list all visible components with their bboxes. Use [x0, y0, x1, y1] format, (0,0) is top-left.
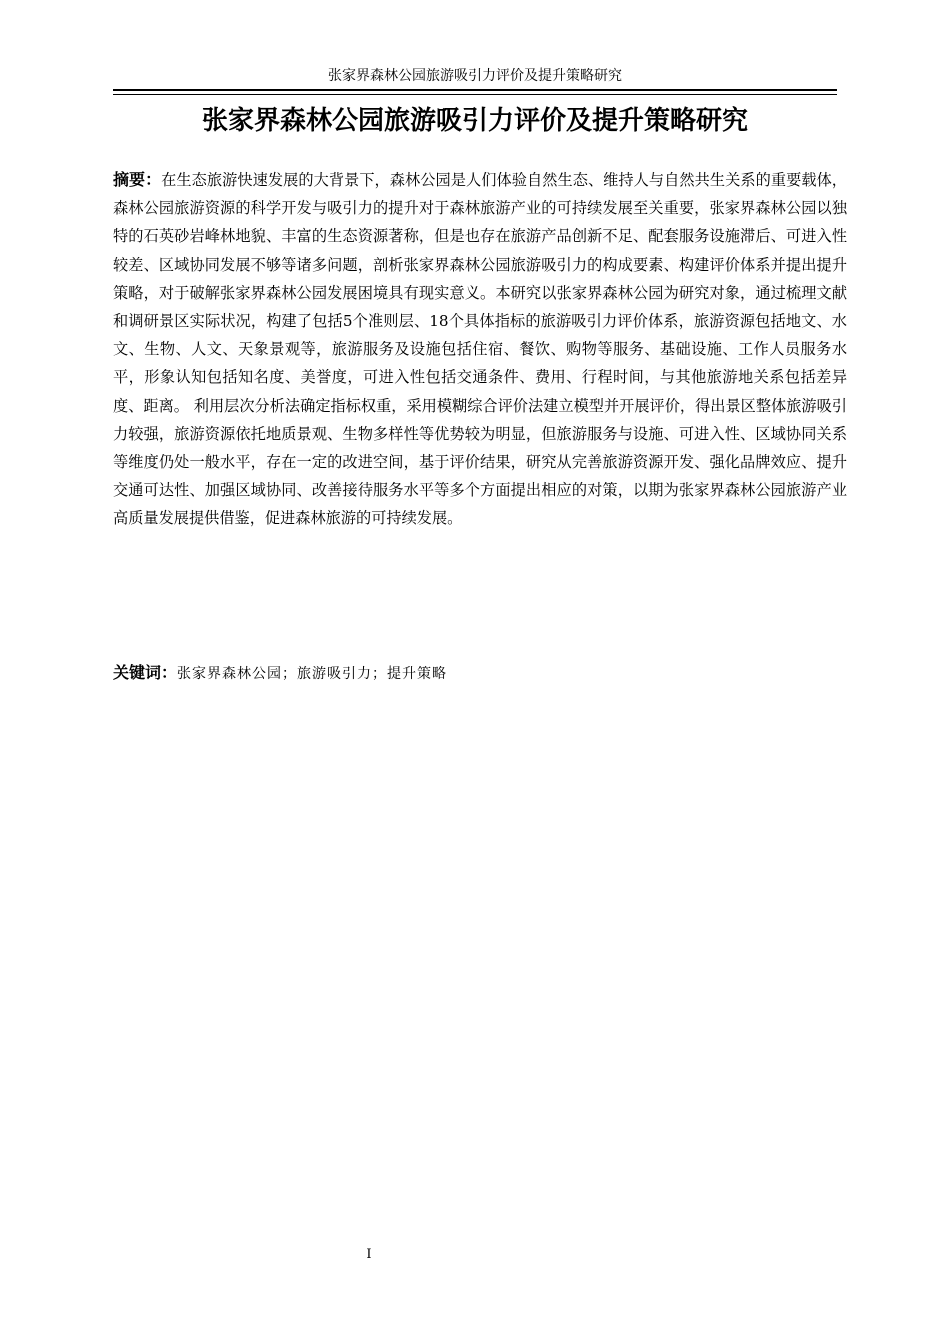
abstract-paragraph	[113, 166, 847, 533]
header-rule-thick	[113, 89, 837, 91]
keywords-label: 关键词：	[113, 663, 178, 682]
page-number: I	[366, 1247, 372, 1262]
abstract-label: 摘要：	[113, 170, 162, 189]
keywords-line	[113, 659, 837, 688]
keywords-text: 张家界森林公园；旅游吸引力；提升策略	[177, 666, 448, 682]
abstract-text: 在生态旅游快速发展的大背景下，森林公园是人们体验自然生态、维持人与自然共生关系的重要载体，森林公园旅游资源的科学开发与吸引力的提升对于森林旅游产业的可持续发展至关重要，张家界森林公园以独特的石英砂岩峰林地貌、丰富的生态资源著称，但是也存在旅游产品创新不足、配套服务设施滞后、可进入性较差、区域协同发展不够等诸多问题，剖析张家界森林公园旅游吸引力的构成要素、构建评价体系并提出提升策略，对于破解张家界森林公园发展困境具有现实意义。本研究以张家界森林公园为研究对象，通过梳理文献和调研景区实际状况，构建了包括5个准则层、18个具体指标的旅游吸引力评价体系，旅游资源包括地文、水文、生物、人文、天象景观等，旅游服务及设施包括住宿、餐饮、购物等服务、基础设施、工作人员服务水平，形象认知包括知名度、美誉度，可进入性包括交通条件、费用、行程时间，与其他旅游地关系包括差异度、距离。 利用层次分析法确定指标权重，采用模糊综合评价法建立模型并开展评价，得出景区整体旅游吸引力较强，旅游资源依托地质景观、生物多样性等优势较为明显，但旅游服务与设施、可进入性、区域协同关系等维度仍处一般水平，存在一定的改进空间，基于评价结果，研究从完善旅游资源开发、强化品牌效应、提升交通可达性、加强区域协同、改善接待服务水平等多个方面提出相应的对策，以期为张家界森林公园旅游产业高质量发展提供借鉴，促进森林旅游的可持续发展。	[113, 171, 847, 528]
document-title: 张家界森林公园旅游吸引力评价及提升策略研究	[201, 106, 748, 136]
running-header: 张家界森林公园旅游吸引力评价及提升策略研究	[328, 68, 622, 84]
header-rule-thin	[113, 94, 837, 95]
